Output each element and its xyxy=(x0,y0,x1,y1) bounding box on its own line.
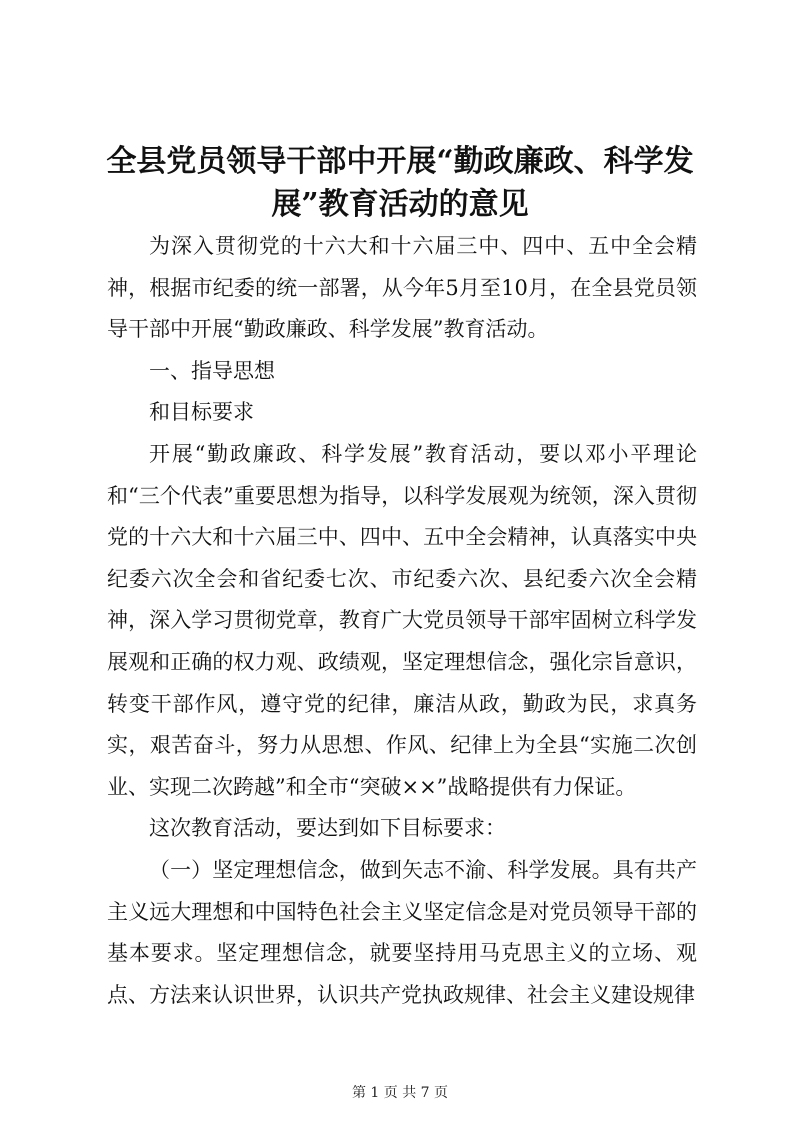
document-body xyxy=(107,226,697,1016)
section-heading-guiding-thought: 一、指导思想 xyxy=(149,358,275,383)
goals-intro-paragraph: 这次教育活动，要达到如下目标要求： xyxy=(149,816,506,841)
intro-paragraph: 为深入贯彻党的十六大和十六届三中、四中、五中全会精神，根据市纪委的统一部署，从今年5月至10月，在全县党员领导干部中开展“勤政廉政、科学发展”教育活动。 xyxy=(107,234,697,342)
document-title: 全县党员领导干部中开展“勤政廉政、科学发展”教育活动的意见 xyxy=(106,144,694,222)
goal-one-paragraph: （一）坚定理想信念，做到矢志不渝、科学发展。具有共产主义远大理想和中国特色社会主义坚定信念是对党员领导干部的基本要求。坚定理想信念，就要坚持用马克思主义的立场、观点、方法来认识世界，认识共产党执政规律、社会主义建设规律 xyxy=(107,857,697,1007)
section-heading-goals: 和目标要求 xyxy=(149,400,254,425)
page-number-footer: 第 1 页 共 7 页 xyxy=(351,1085,449,1101)
guiding-thought-paragraph: 开展“勤政廉政、科学发展”教育活动，要以邓小平理论和“三个代表”重要思想为指导，以科学发展观为统领，深入贯彻党的十六大和十六届三中、四中、五中全会精神，认真落实中央纪委六次全会和省纪委七次、市纪委六次、县纪委六次全会精神，深入学习贯彻党章，教育广大党员领导干部牢固树立科学发展观和正确的权力观、政绩观，坚定理想信念，强化宗旨意识，转变干部作风，遵守党的纪律，廉洁从政，勤政为民，求真务实，艰苦奋斗，努力从思想、作风、纪律上为全县“实施二次创业、实现二次跨越”和全市“突破××”战略提供有力保证。 xyxy=(107,441,697,799)
